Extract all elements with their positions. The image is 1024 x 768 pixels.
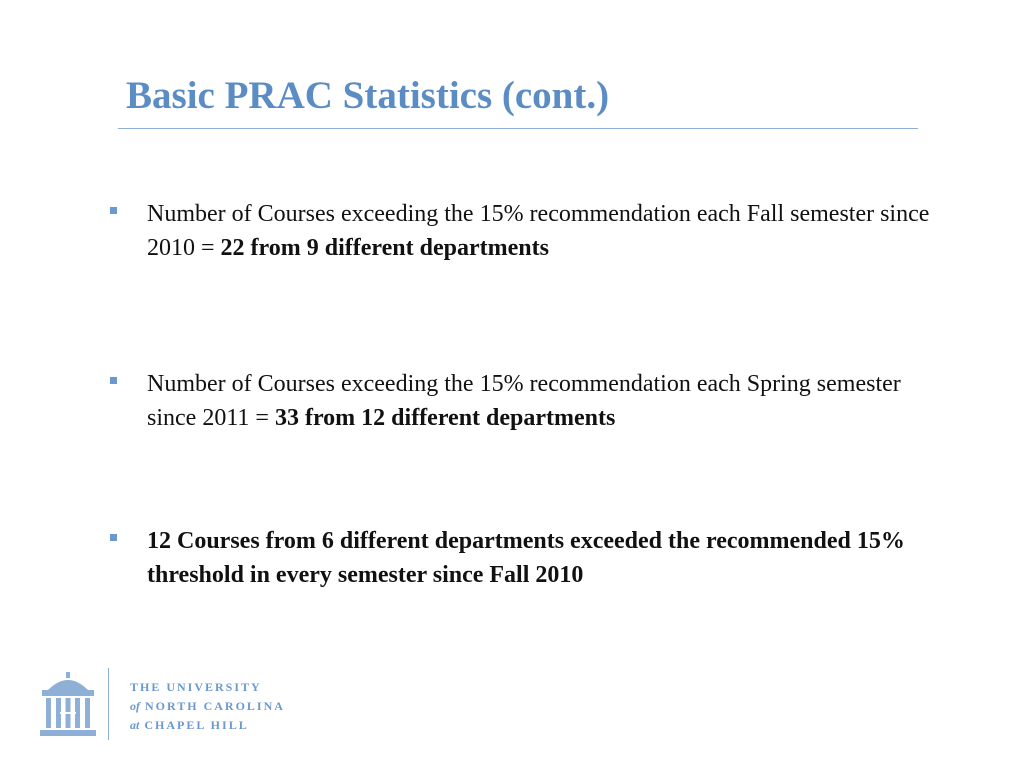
bullet-emphasis: 33 from 12 different departments (274, 405, 616, 431)
slide-title: Basic PRAC Statistics (cont.) (126, 74, 610, 117)
wordmark-state: NORTH CAROLINA (145, 699, 285, 713)
square-bullet-icon (110, 207, 117, 214)
square-bullet-icon (110, 377, 117, 384)
old-well-icon (38, 668, 98, 740)
bullet-text (147, 367, 947, 435)
wordmark-line-2 (130, 697, 285, 716)
wordmark-of: of (130, 699, 140, 713)
university-wordmark (130, 678, 285, 735)
title-divider (118, 128, 918, 129)
footer-divider (108, 668, 109, 740)
square-bullet-icon (110, 534, 117, 541)
bullet-text (147, 524, 947, 592)
wordmark-line-1: THE UNIVERSITY (130, 680, 262, 694)
bullet-lead: Number of Courses exceeding the 15% recommendation each Spring semester since 2011 = (147, 371, 901, 431)
wordmark-at: at (130, 718, 140, 732)
wordmark-line-3 (130, 716, 285, 735)
bullet-lead: Number of Courses exceeding the 15% recommendation each Fall semester since 2010 = (147, 201, 930, 261)
bullet-text (147, 197, 947, 265)
bullet-emphasis: 22 from 9 different departments (220, 235, 549, 261)
wordmark-city: CHAPEL HILL (144, 718, 249, 732)
bullet-emphasis: 12 Courses from 6 different departments exceeded the recommended 15% threshold in every semester since Fall 2010 (147, 528, 905, 588)
